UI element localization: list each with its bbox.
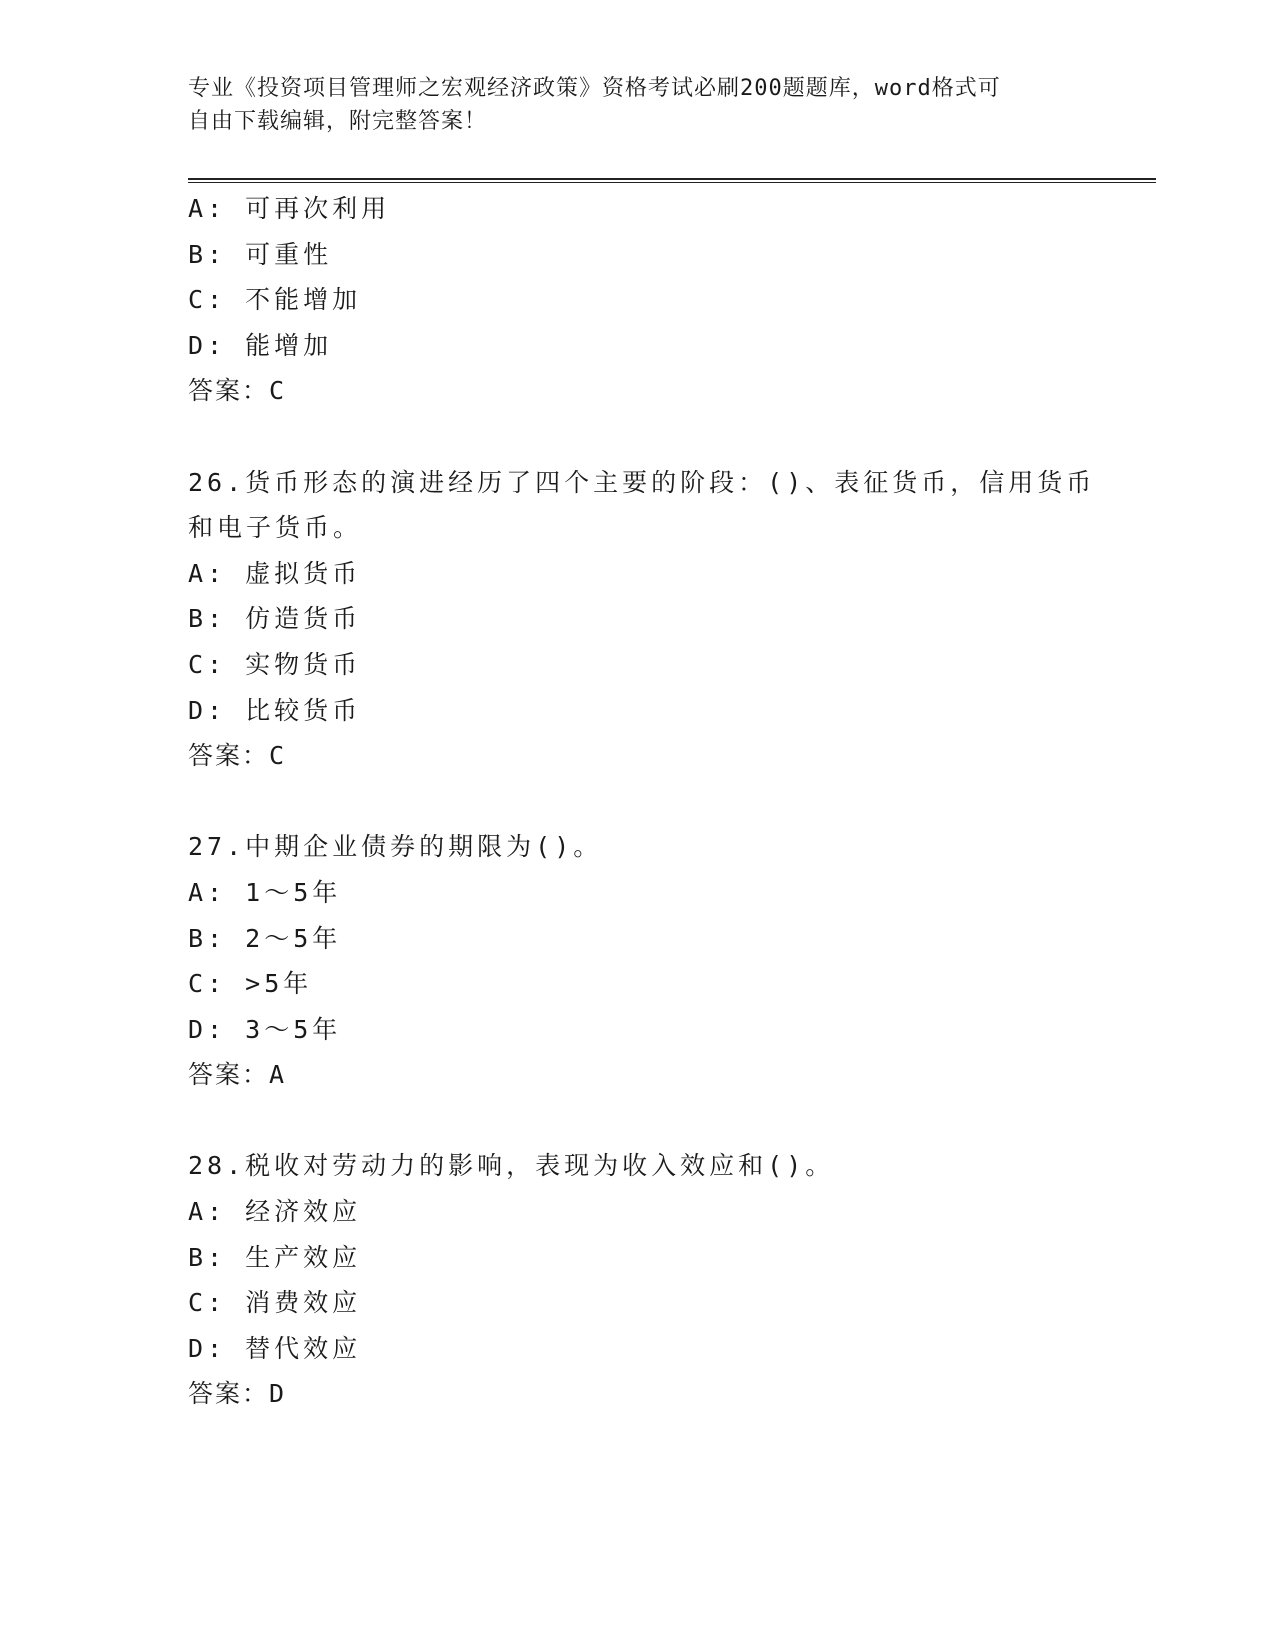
- option-b: B: 仿造货币: [188, 604, 362, 634]
- spacer: [188, 779, 1108, 825]
- header-divider: [188, 178, 1156, 183]
- option-a: A: 经济效应: [188, 1197, 362, 1227]
- answer-line: 答案：C: [188, 741, 287, 771]
- option-d: D: 能增加: [188, 330, 333, 360]
- option-c: C: >5年: [188, 969, 313, 999]
- spacer: [188, 1098, 1108, 1144]
- document-header: [188, 72, 1088, 138]
- spacer: [188, 414, 1108, 460]
- answer-line: 答案：A: [188, 1060, 287, 1090]
- option-c: C: 消费效应: [188, 1288, 362, 1318]
- question-27: [188, 824, 1108, 1098]
- previous-question-tail: [188, 186, 1108, 414]
- option-d: D: 替代效应: [188, 1333, 362, 1363]
- option-a: A: 1～5年: [188, 877, 342, 907]
- option-d: D: 比较货币: [188, 695, 362, 725]
- answer-line: 答案：D: [188, 1379, 287, 1409]
- answer-line: 答案：C: [188, 376, 287, 406]
- option-a: A: 虚拟货币: [188, 558, 362, 588]
- question-list: [188, 186, 1108, 1417]
- question-28: [188, 1143, 1108, 1417]
- question-stem: 27.中期企业债券的期限为()。: [188, 832, 603, 862]
- question-stem: 28.税收对劳动力的影响，表现为收入效应和()。: [188, 1151, 835, 1181]
- option-b: B: 2～5年: [188, 923, 342, 953]
- header-line-2: 自由下载编辑，附完整答案！: [188, 109, 488, 134]
- option-c: C: 不能增加: [188, 285, 362, 315]
- option-a: A: 可再次利用: [188, 194, 391, 223]
- option-b: B: 可重性: [188, 239, 333, 269]
- option-d: D: 3～5年: [188, 1014, 342, 1044]
- question-26: [188, 460, 1108, 779]
- header-line-1: 专业《投资项目管理师之宏观经济政策》资格考试必刷200题题库，word格式可: [188, 76, 1001, 101]
- option-c: C: 实物货币: [188, 649, 362, 679]
- option-b: B: 生产效应: [188, 1242, 362, 1272]
- question-stem-line-1: 26.货币形态的演进经历了四个主要的阶段：()、表征货币，信用货币: [188, 467, 1096, 497]
- question-stem-line-2: 和电子货币。: [188, 513, 363, 543]
